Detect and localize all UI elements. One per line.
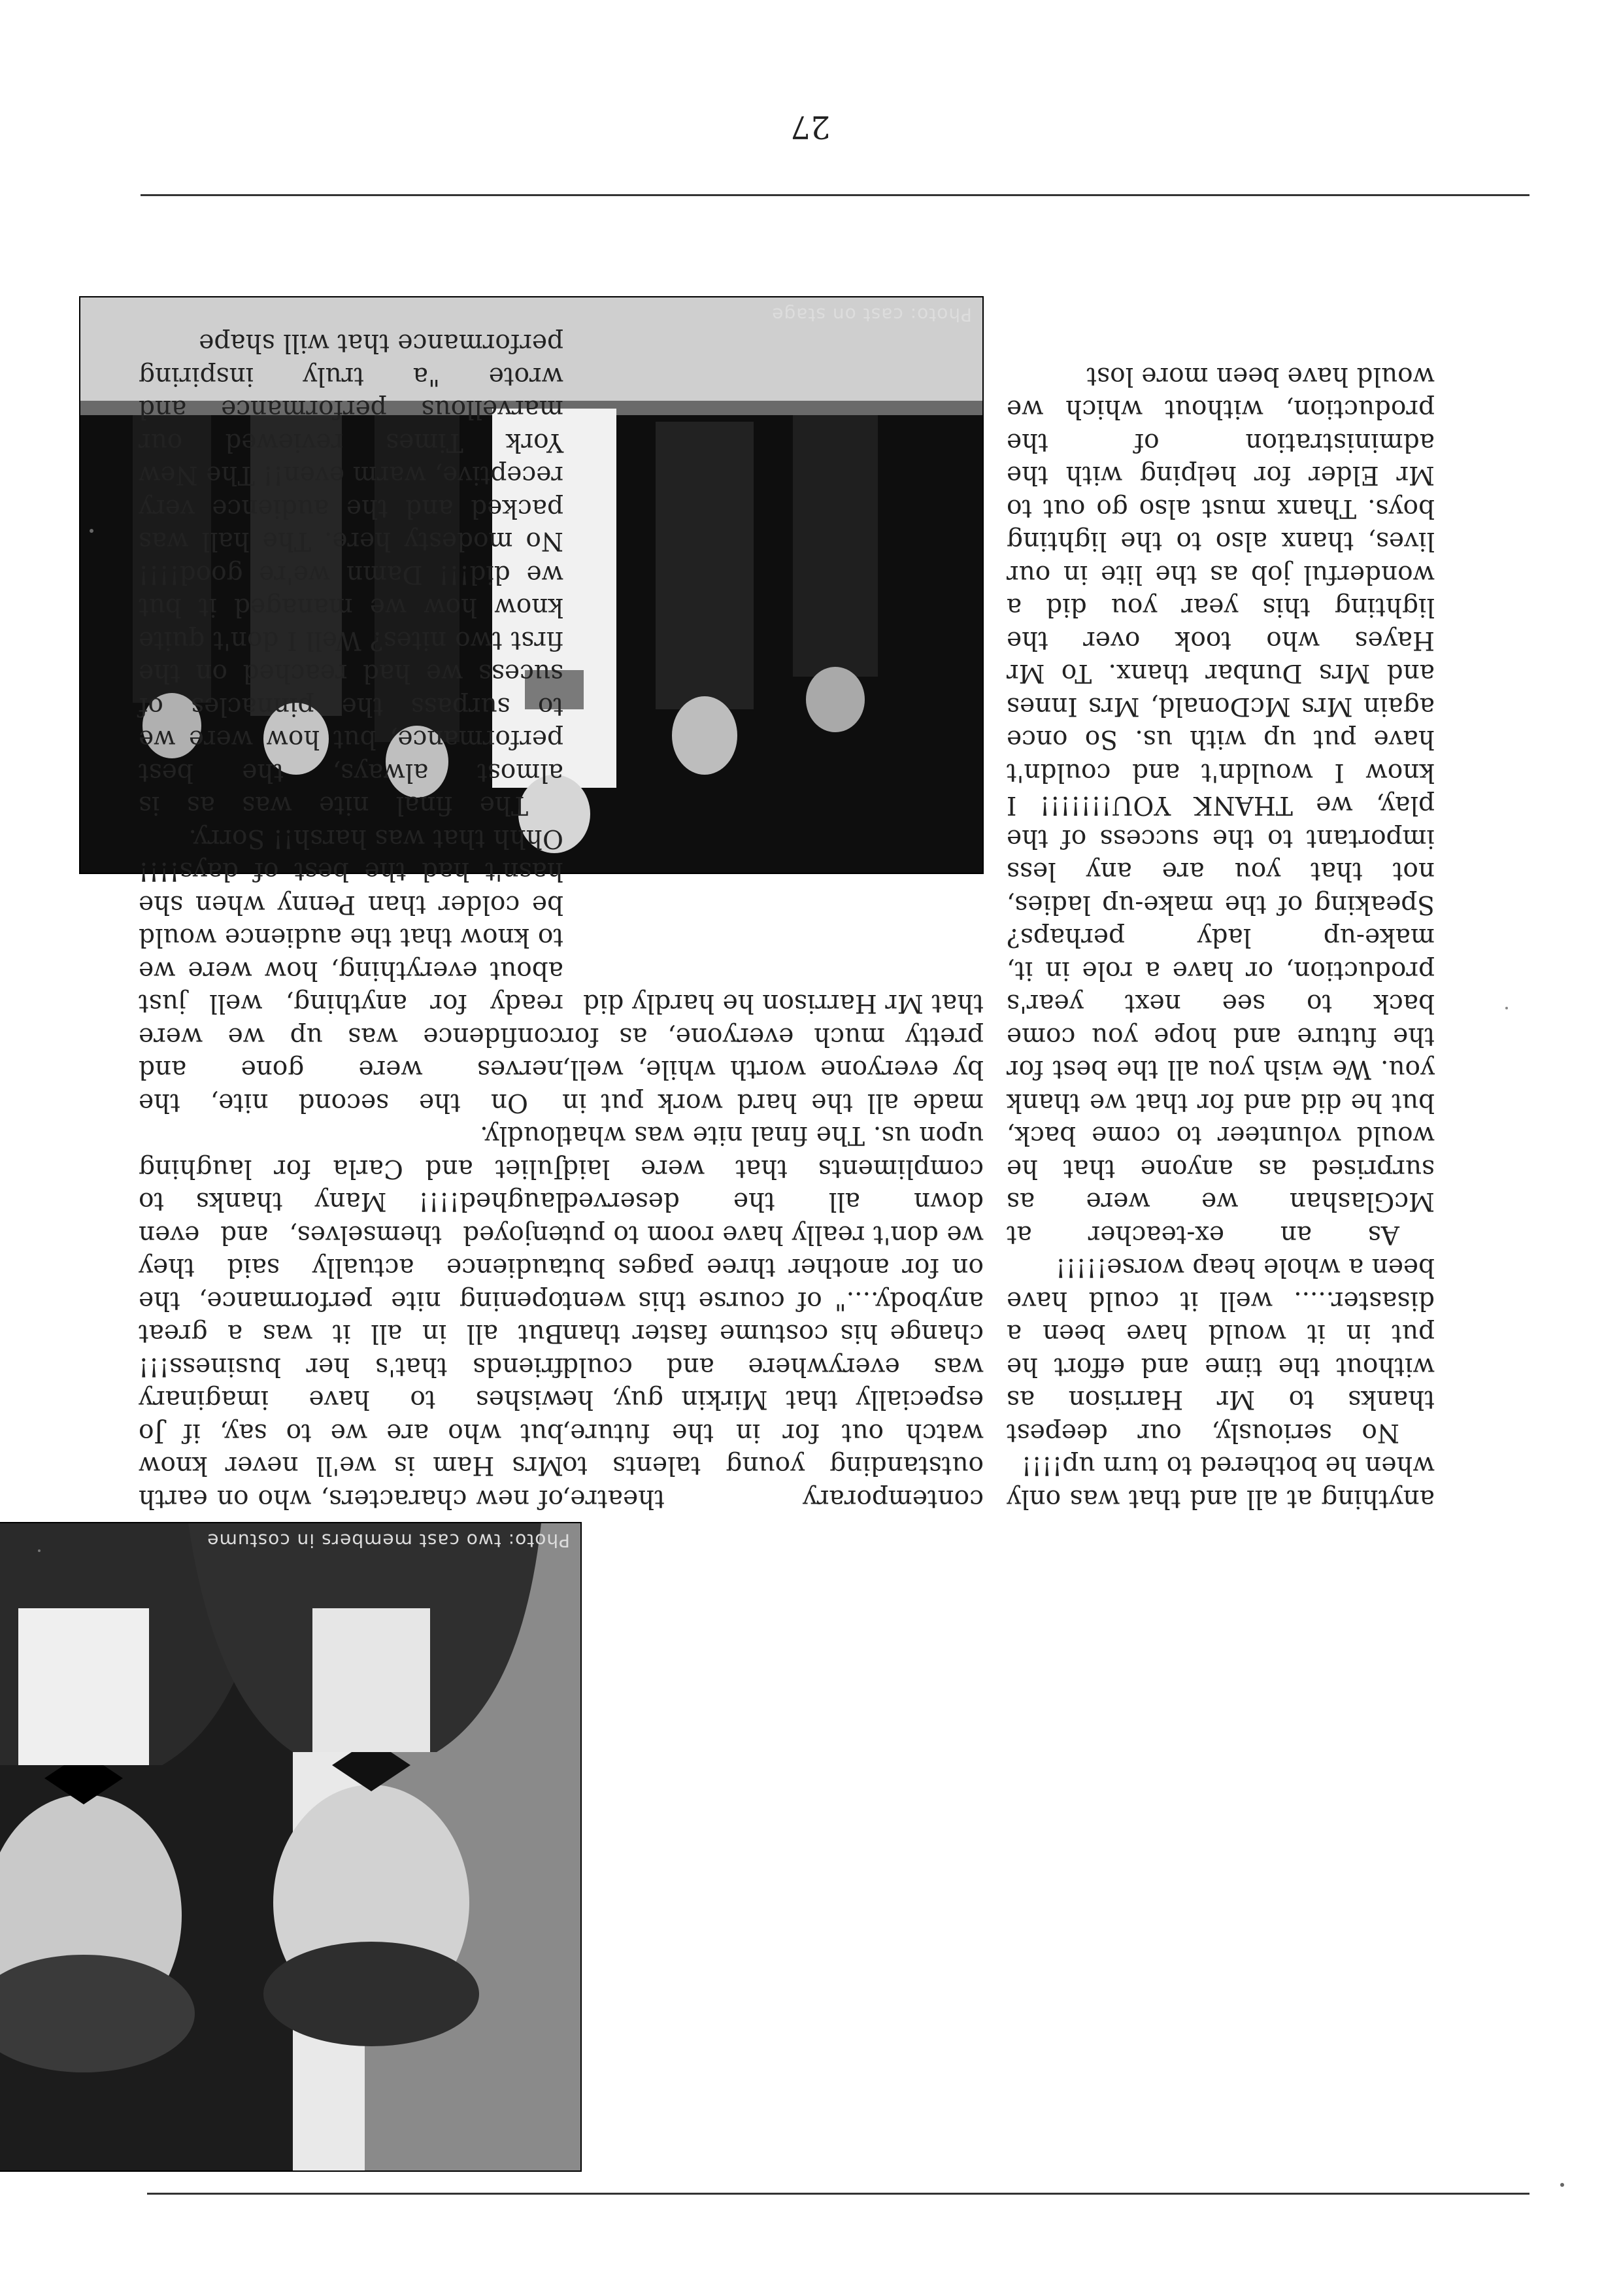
text-column-middle: [562, 894, 984, 1515]
text-column-left: [1007, 233, 1435, 1515]
photo-cast-on-stage-caption: Photo: cast on stage: [771, 304, 972, 326]
photo-two-actors: [0, 1522, 582, 2172]
middle-paragraph-1: contemporary theatre, outstanding young talents to watch out for in the future, especially that Mirkin guy, he was everywhere and could change his costume faster than anybody...." of course this went on for another three pages but we don't really have room to put down all the deserved compliments that were laid upon us. The final nite was what made all the hard work put in by everyone worth while, well, pretty much everyone, as for that Mr Harrison he hardly did: [562, 988, 984, 1513]
photo-two-actors-caption: Photo: two cast members in costume: [207, 1530, 570, 1551]
left-paragraph-2: No seriously, our deepest thanks to Mr Harrison as without the time and effort he put in it would have been a disaster..... well it could have been a whole heap worse!!!!!: [1007, 1253, 1435, 1447]
text-column-right: [139, 233, 563, 1515]
photo-two-actors-image: [0, 1523, 580, 2170]
left-paragraph-3: As an ex-teacher at McGlashan we were as surprised as anyone that he would volunteer to come back, but he did and for that we thank you. We wish you all the best for the future and hope you come back to see next year's production, or have a role in it, make-up lady perhaps? Speaking of the make-up ladies, not that you are any less important to the success of the play, we THANK YOU!!!!!!! I know I wouldn't and couldn't have put up with us. So once again Mrs McDonald, Mrs Innes and Mrs Dunbar thanx. To Mr Hayes who took over the lighting this year you did a wonderful job as the lite in our lives, thanx also to the lighting boys. Thanx must also go out to Mr Elder for helping with the administration of the production, without which we would have been more lost: [1007, 362, 1435, 1249]
page-number: 27: [790, 109, 831, 145]
right-paragraph-1: of new characters, who on earth Mrs Ham is we'll never know but who are we to say, if Jo wishes to have imaginary friends that's her business!!! But all in all it was a great opening nite performance, the audience actually said they enjoyed themselves, and even laughed!!!! Many thanks to Juliet and Carla for laughing loudly.: [139, 1121, 563, 1513]
left-paragraph-1: anything at all and that was only when he bothered to turn up!!!!: [1007, 1451, 1435, 1513]
footer-rule: [141, 194, 1529, 196]
right-paragraph-2: On the second nite, the nerves were gone and confidence was up we were ready for anything, well just about everything, how were we to know that the audience would be colder than Penny when she hasn't had the best of days!!!! Ohhh that was harsh!! Sorry.: [139, 824, 563, 1117]
header-rule: [147, 2193, 1529, 2195]
right-paragraph-3: The final nite was as is almost always, the best performance, but how were we to surpass the pinnacles of sucess we had reached on the first two nites? Well I don't quite know how we managed it but we did!!! Damn we're good!!!! No modesty here. The hall was packed and the audience very receptive, warm even!! The New York Times reviewed our marvellous performance and wrote "a truly inspiring performance that will shape: [139, 328, 563, 820]
